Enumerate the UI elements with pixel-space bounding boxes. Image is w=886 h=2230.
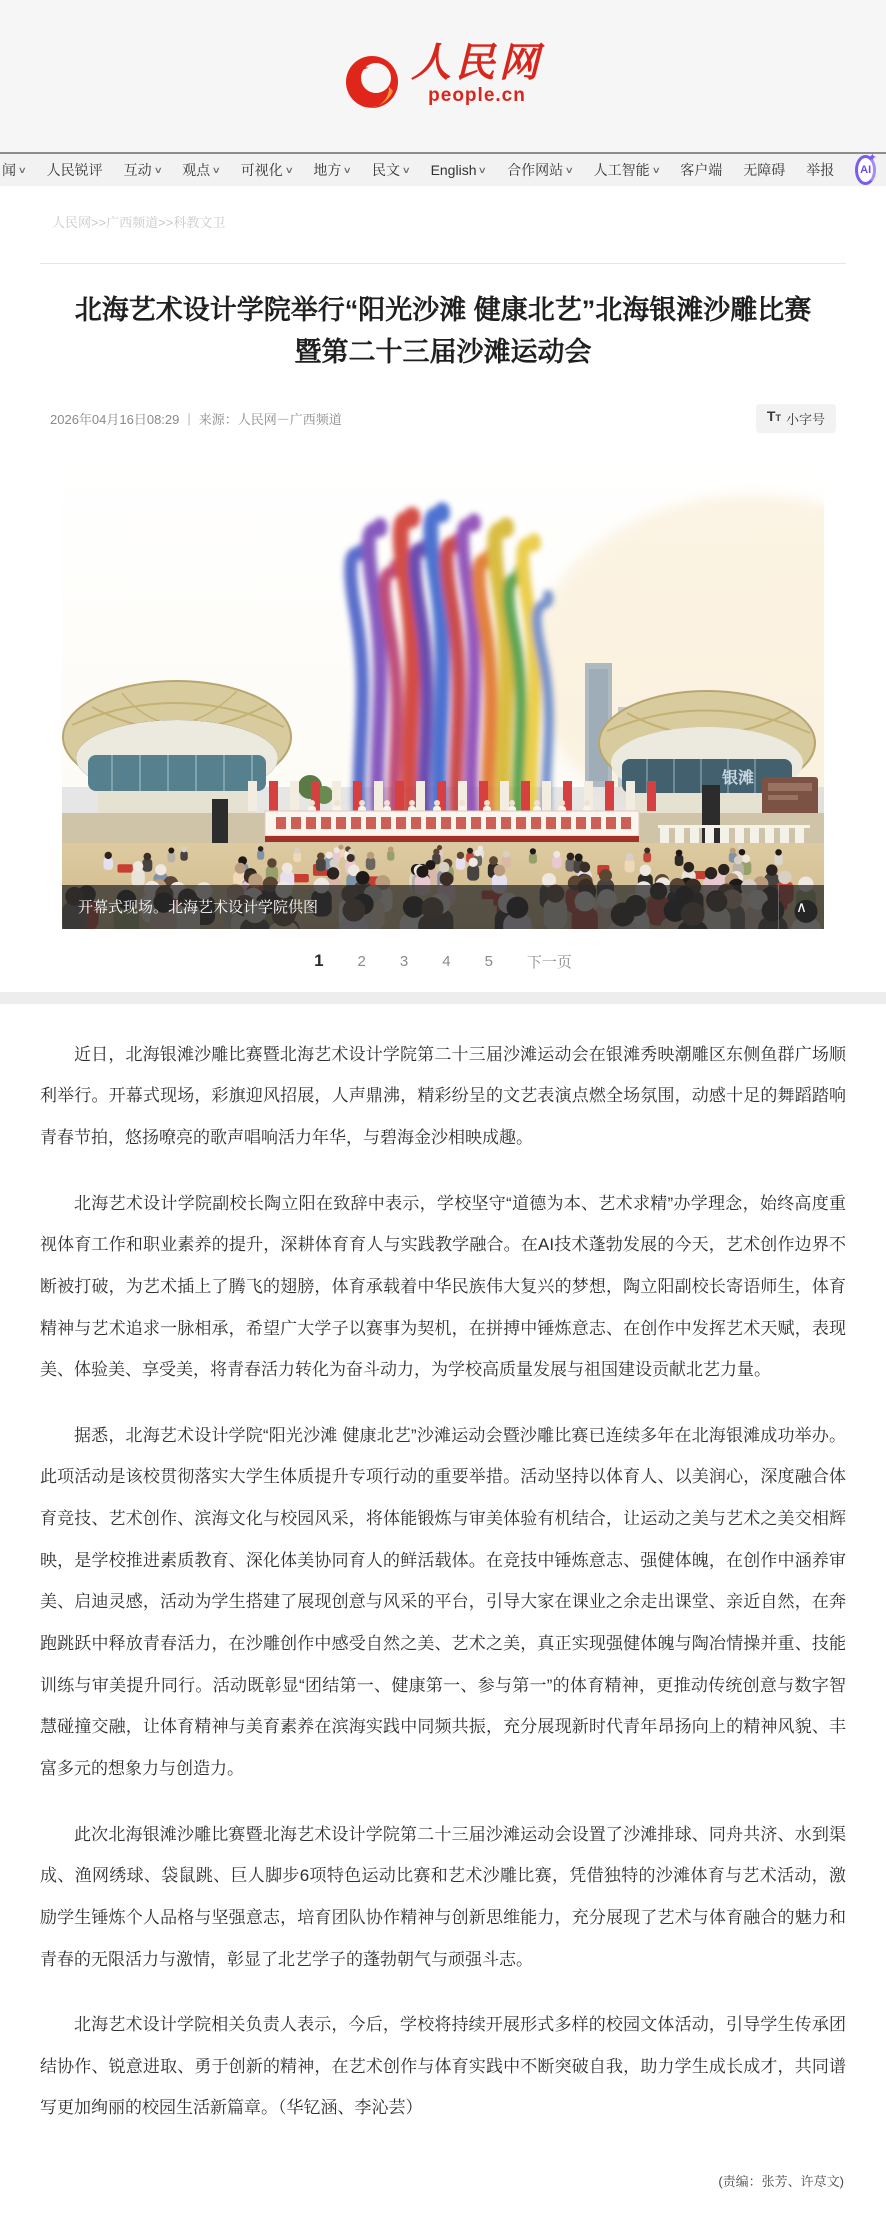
article-meta — [50, 404, 836, 433]
article-paragraph: 北海艺术设计学院副校长陶立阳在致辞中表示，学校坚守“道德为本、艺术求精”办学理念，始终高度重视体育工作和职业素养的提升，深耕体育育人与实践教学融合。在AI技术蓬勃发展的今天，艺术创作边界不断被打破，为艺术插上了腾飞的翅膀，体育承载着中华民族伟大复兴的梦想，陶立阳副校长寄语师生，体育精神与艺术追求一脉相承，希望广大学子以赛事为契机，在拼搏中锤炼意志、在创作中发挥艺术天赋，表现美、体验美、享受美，将青春活力转化为奋斗动力，为学校高质量发展与祖国建设贡献北艺力量。 — [40, 1193, 846, 1380]
page-4[interactable]: 4 — [442, 952, 451, 970]
breadcrumb[interactable]: 人民网>>广西频道>>科教文卫 — [52, 215, 226, 230]
section-divider — [0, 992, 886, 1004]
page-title: 北海艺术设计学院举行“阳光沙滩 健康北艺”北海银滩沙雕比赛暨第二十三届沙滩运动会 — [74, 295, 812, 367]
article-paragraph: 此次北海银滩沙雕比赛暨北海艺术设计学院第二十三届沙滩运动会设置了沙滩排球、同舟共济、水到渠成、渔网绣球、袋鼠跳、巨人脚步6项特色运动比赛和艺术沙雕比赛，凭借独特的沙滩体育与艺术活动，激励学生锤炼个人品格与坚强意志，培育团队协作精神与创新思维能力，充分展现了艺术与体育融合的魅力和青春的无限活力与激情，彰显了北艺学子的蓬勃朝气与顽强斗志。 — [40, 1824, 846, 1969]
font-size-button[interactable] — [756, 404, 836, 433]
sparkle-icon: ✦ — [867, 152, 877, 164]
ai-label: AI — [860, 164, 872, 176]
nav-item-4[interactable]: 可视化 ∨ — [240, 162, 294, 178]
source-label: 来源： — [198, 411, 238, 427]
nav-item-9[interactable]: 人工智能 ∨ — [593, 162, 661, 178]
editors-credit: (责编：张芳、许荩文) — [718, 2174, 844, 2190]
nav-item-5[interactable]: 地方 ∨ — [313, 162, 353, 178]
article-body — [40, 1004, 846, 2157]
peoplecn-logo-icon — [343, 53, 401, 111]
article-photo[interactable] — [62, 455, 824, 929]
nav-item-8[interactable]: 合作网站 ∨ — [507, 162, 574, 178]
top-nav — [0, 152, 886, 186]
logo-en-text: people.cn — [428, 85, 526, 106]
article-card — [40, 263, 846, 433]
article-paragraph: 北海艺术设计学院相关负责人表示，今后，学校将持续开展形式多样的校园文体活动，引导学生传承团结协作、锐意进取、勇于创新的精神，在艺术创作与体育实践中不断突破自我，助力学生成长成才，共同谱写更加绚丽的校园生活新篇章。（华钇涵、李沁芸） — [40, 2015, 846, 2118]
page-1[interactable]: 1 — [314, 951, 324, 971]
caption-collapse-button[interactable]: ∧ — [778, 885, 824, 929]
nav-item-6[interactable]: 民文 ∨ — [371, 162, 411, 178]
logo-cn-text: 人民网 — [411, 40, 543, 85]
chevron-down-icon: ∨ — [17, 164, 27, 175]
chevron-down-icon: ∨ — [343, 164, 353, 175]
photo-illustration — [62, 455, 824, 929]
photo-caption — [62, 885, 824, 929]
chevron-down-icon: ∨ — [211, 164, 222, 175]
nav-item-2[interactable]: 互动 ∨ — [123, 162, 163, 178]
photo-pagination — [40, 929, 846, 992]
photo-caption-text: 开幕式现场。北海艺术设计学院供图 — [78, 899, 319, 917]
page-5[interactable]: 5 — [484, 952, 493, 970]
article-paragraph: 近日，北海银滩沙雕比赛暨北海艺术设计学院第二十三届沙滩运动会在银滩秀映潮雕区东侧鱼群广场顺利举行。开幕式现场，彩旗迎风招展，人声鼎沸，精彩纷呈的文艺表演点燃全场氛围，动感十足的舞蹈踏响青春节拍，悠扬嘹亮的歌声唱响活力年华，与碧海金沙相映成趣。 — [40, 1044, 846, 1147]
ai-assistant-icon[interactable] — [855, 152, 877, 185]
font-size-label: 小字号 — [785, 411, 825, 427]
meta-divider: | — [187, 410, 191, 426]
page-2[interactable]: 2 — [357, 952, 366, 970]
chevron-down-icon: ∨ — [478, 164, 488, 175]
chevron-down-icon: ∨ — [651, 164, 661, 175]
next-page-link[interactable]: 下一页 — [526, 953, 572, 971]
nav-item-1[interactable]: 人民锐评 — [46, 162, 103, 178]
nav-item-7[interactable]: English ∨ — [430, 162, 488, 178]
chevron-down-icon: ∨ — [401, 164, 411, 175]
source-link[interactable]: 人民网－广西频道 — [237, 411, 342, 427]
page-3[interactable]: 3 — [399, 952, 409, 970]
nav-item-11[interactable]: 无障碍 — [743, 162, 786, 178]
nav-item-0[interactable]: 闻 ∨ — [2, 162, 27, 178]
nav-item-10[interactable]: 客户端 — [680, 162, 723, 178]
nav-item-12[interactable]: 举报 — [806, 162, 835, 178]
chevron-down-icon: ∨ — [284, 164, 294, 175]
nav-item-3[interactable]: 观点 ∨ — [182, 162, 222, 178]
chevron-down-icon: ∨ — [153, 164, 163, 175]
chevron-down-icon: ∨ — [564, 164, 574, 175]
font-size-icon: TT — [766, 407, 781, 424]
publish-date: 2026年04月16日08:29 — [50, 411, 180, 427]
article-paragraph: 据悉，北海艺术设计学院“阳光沙滩 健康北艺”沙滩运动会暨沙雕比赛已连续多年在北海银滩成功举办。此项活动是该校贯彻落实大学生体质提升专项行动的重要举措。活动坚持以体育人、以美润心，深度融合体育竞技、艺术创作、滨海文化与校园风采，将体能锻炼与审美体验有机结合，让运动之美与艺术之美交相辉映，是学校推进素质教育、深化体美协同育人的鲜活载体。在竞技中锤炼意志、强健体魄，在创作中涵养审美、启迪灵感，活动为学生搭建了展现创意与风采的平台，引导大家在课业之余走出课堂、亲近自然，在奔跑跳跃中释放青春活力，在沙雕创作中感受自然之美、艺术之美，真正实现强健体魄与陶冶情操并重、技能训练与审美提升同行。活动既彰显“团结第一、健康第一、参与第一”的体育精神，更推动传统创意与数字智慧碰撞交融，让体育精神与美育素养在滨海实践中同频共振，充分展现新时代青年昂扬向上的精神风貌、丰富多元的想象力与创造力。 — [40, 1425, 846, 1778]
site-header — [0, 0, 886, 152]
svg-text:银滩: 银滩 — [722, 769, 755, 787]
peoplecn-logo[interactable] — [343, 41, 543, 111]
